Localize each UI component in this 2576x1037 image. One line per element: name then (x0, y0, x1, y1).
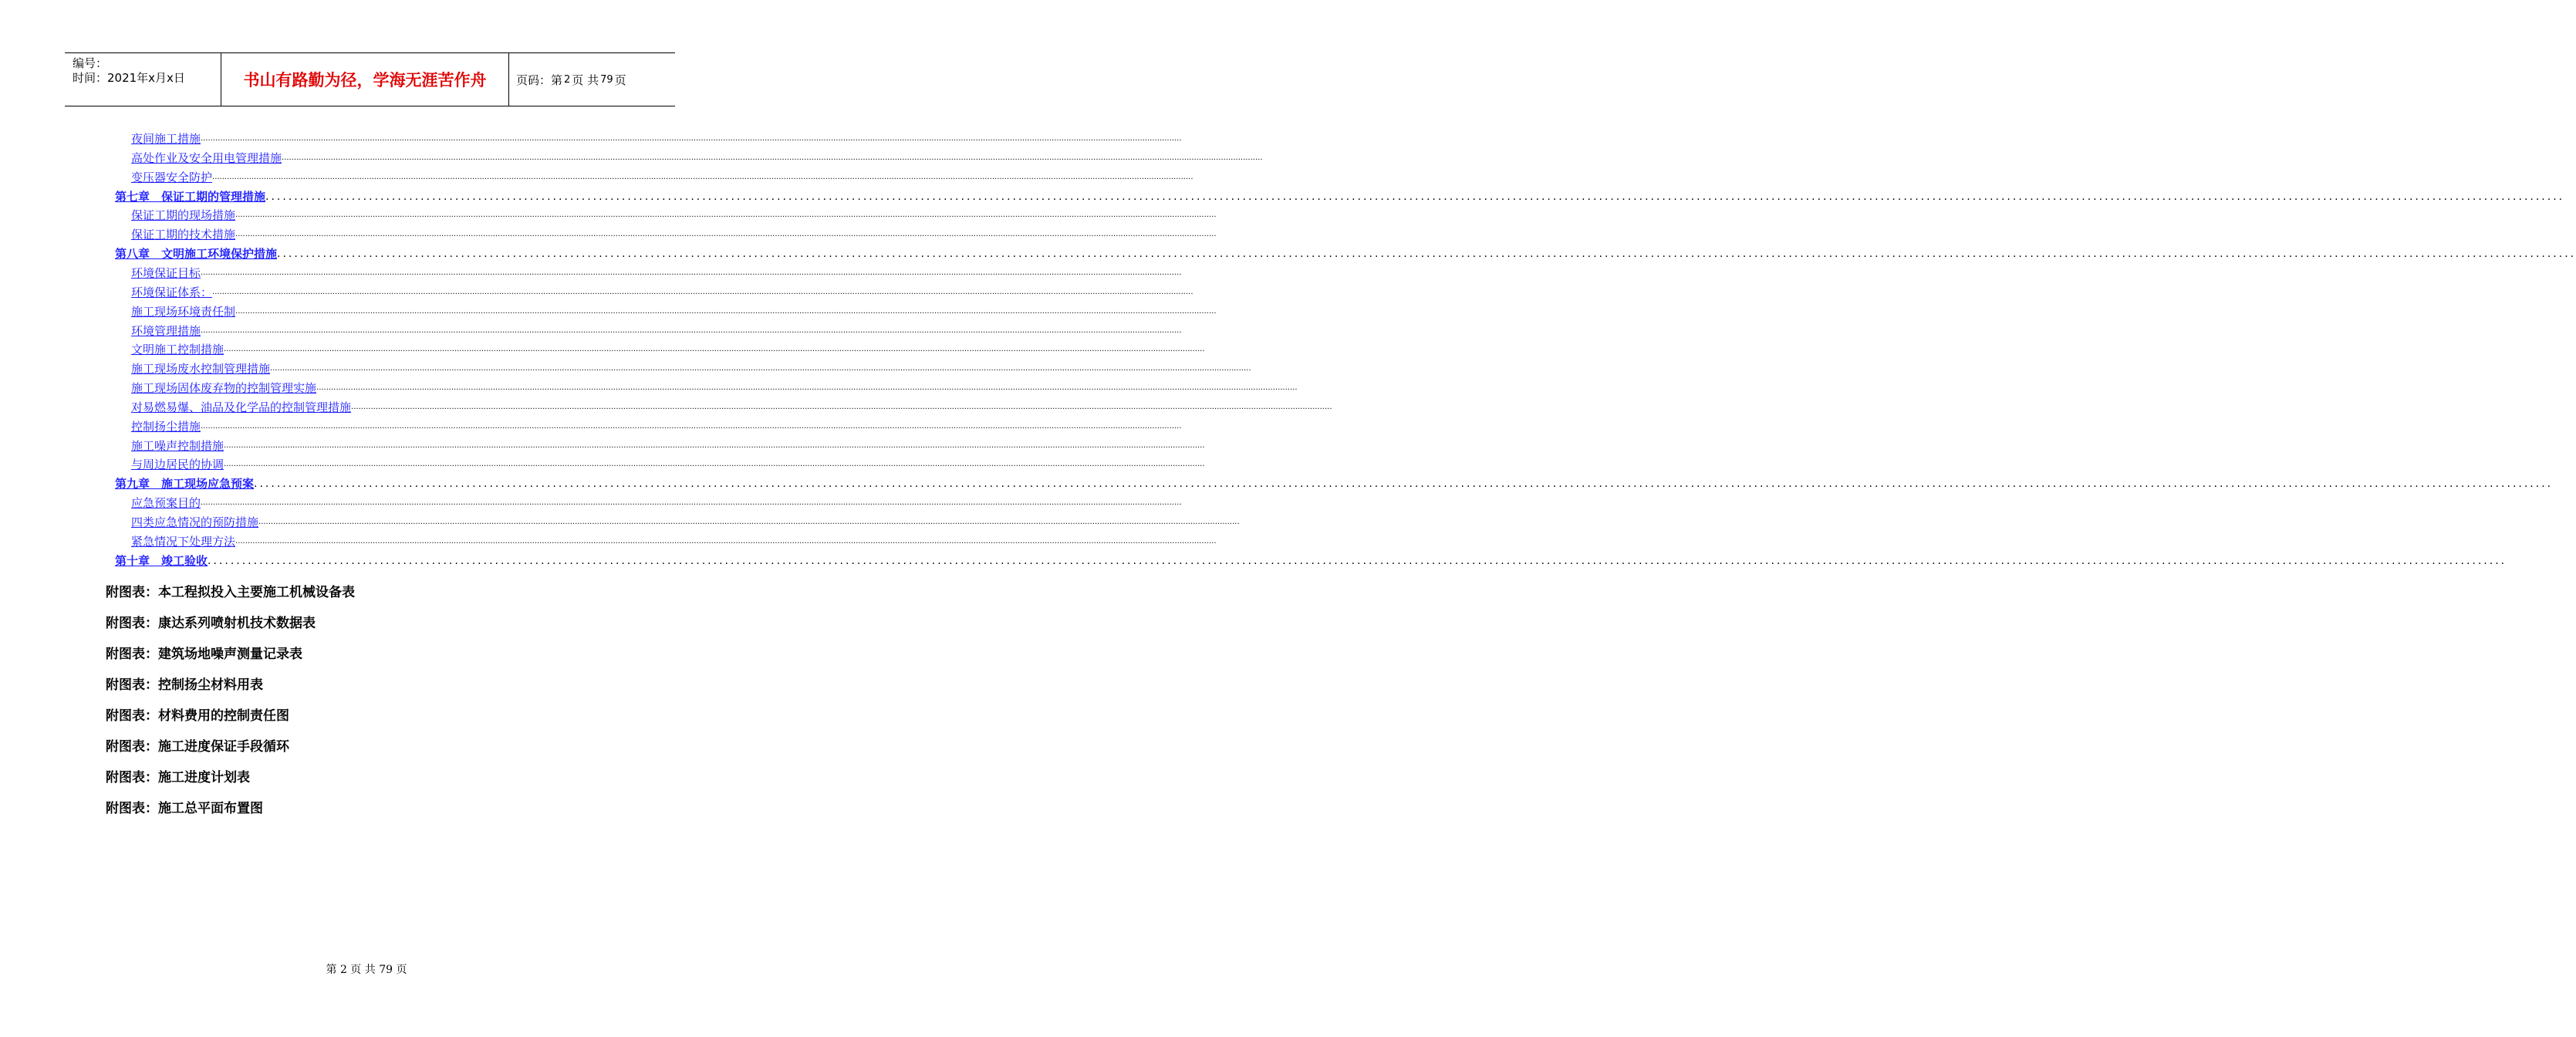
toc-leader-dots: ................................................................................................................................................................................................................................................................................................................................................................................................................ (201, 326, 1182, 335)
toc-item-row (131, 360, 1251, 378)
toc-item-link[interactable]: 环境保证目标 (131, 265, 201, 280)
toc-chapter-row (115, 552, 2507, 570)
toc-item-link[interactable]: 环境管理措施 (131, 323, 201, 338)
page-prefix: 页码：第 (516, 73, 563, 87)
toc-leader-dots: ................................................................................................................................................................................................................................................................................................................................................................................................................ (254, 478, 2554, 491)
toc-leader-dots: ................................................................................................................................................................................................................................................................................................................................................................................................................ (201, 268, 1182, 277)
toc-item-link[interactable]: 施工噪声控制措施 (131, 438, 225, 453)
toc-leader-dots: ................................................................................................................................................................................................................................................................................................................................................................................................................ (201, 134, 1182, 143)
date-text: 时间：2021年x月x日 (73, 71, 185, 85)
toc-leader-dots: ................................................................................................................................................................................................................................................................................................................................................................................................................ (224, 441, 1205, 450)
toc-leader-dots: ................................................................................................................................................................................................................................................................................................................................................................................................................ (235, 211, 1217, 220)
toc-leader-dots: ................................................................................................................................................................................................................................................................................................................................................................................................................ (201, 421, 1182, 431)
toc-chapter-link[interactable]: 第八章 文明施工环境保护措施 (115, 247, 278, 262)
toc-leader-dots: ................................................................................................................................................................................................................................................................................................................................................................................................................ (224, 345, 1205, 354)
page-total: 79 (600, 73, 613, 86)
toc-item-row (131, 168, 1193, 187)
toc-item-row (131, 379, 1298, 397)
page-mid: 页 共 (572, 73, 599, 87)
header-meta (65, 53, 221, 106)
toc-item-row (131, 455, 1205, 474)
page-number: 2 (564, 73, 571, 86)
toc-leader-dots: ................................................................................................................................................................................................................................................................................................................................................................................................................ (265, 190, 2565, 203)
toc-item-row (131, 340, 1205, 359)
toc-item-link[interactable]: 四类应急情况的预防措施 (131, 515, 259, 529)
toc-item-row (131, 264, 1182, 282)
toc-item-row (131, 398, 1332, 417)
toc-item-link[interactable]: 与周边居民的协调 (131, 458, 225, 472)
toc-item-row (131, 322, 1182, 340)
appendix-item: 附图表：材料费用的控制责任图 (106, 708, 289, 724)
serial-label: 编号： (73, 56, 108, 70)
appendix-item: 附图表：康达系列喷射机技术数据表 (106, 616, 316, 631)
page-suffix: 页 (614, 73, 626, 87)
toc-item-link[interactable]: 变压器安全防护 (131, 170, 213, 184)
toc-item-link[interactable]: 施工现场固体废弃物的控制管理实施 (131, 381, 317, 396)
toc-item-link[interactable]: 夜间施工措施 (131, 132, 201, 146)
toc-chapter-link[interactable]: 第十章 竣工验收 (115, 553, 208, 568)
toc-item-row (131, 417, 1182, 436)
header-page-info (509, 53, 675, 106)
toc-leader-dots: ................................................................................................................................................................................................................................................................................................................................................................................................................ (201, 498, 1182, 508)
toc-item-link[interactable]: 高处作业及安全用电管理措施 (131, 150, 282, 165)
toc-leader-dots: ................................................................................................................................................................................................................................................................................................................................................................................................................ (208, 554, 2507, 567)
toc-item-link[interactable]: 对易燃易爆、油品及化学品的控制管理措施 (131, 400, 352, 414)
toc-leader-dots: ................................................................................................................................................................................................................................................................................................................................................................................................................ (351, 402, 1332, 411)
toc-leader-dots: ................................................................................................................................................................................................................................................................................................................................................................................................................ (235, 536, 1217, 546)
toc-chapter-link[interactable]: 第七章 保证工期的管理措施 (115, 189, 266, 204)
appendix-item: 附图表：施工总平面布置图 (106, 801, 263, 816)
toc-item-row (131, 130, 1182, 148)
toc-item-row (131, 283, 1193, 302)
page-footer: 第 2 页 共 79 页 (326, 964, 407, 976)
toc-item-link[interactable]: 施工现场环境责任制 (131, 304, 236, 319)
toc-item-link[interactable]: 保证工期的技术措施 (131, 228, 236, 242)
toc-leader-dots: ................................................................................................................................................................................................................................................................................................................................................................................................................ (224, 460, 1205, 469)
toc-item-link[interactable]: 控制扬尘措施 (131, 419, 201, 434)
toc-item-row (131, 149, 1263, 167)
appendix-item: 附图表：控制扬尘材料用表 (106, 677, 263, 693)
toc-item-link[interactable]: 施工现场废水控制管理措施 (131, 362, 271, 377)
header-motto: 书山有路勤为径，学海无涯苦作舟 (221, 53, 509, 106)
toc-leader-dots: ................................................................................................................................................................................................................................................................................................................................................................................................................ (282, 153, 1263, 162)
toc-chapter-row (115, 245, 2576, 263)
toc-leader-dots: ................................................................................................................................................................................................................................................................................................................................................................................................................ (235, 230, 1217, 239)
toc-item-link[interactable]: 紧急情况下处理方法 (131, 534, 236, 549)
toc-item-row (131, 532, 1217, 551)
toc-item-link[interactable]: 文明施工控制措施 (131, 343, 225, 357)
toc-leader-dots: ................................................................................................................................................................................................................................................................................................................................................................................................................ (212, 172, 1193, 181)
toc-item-link[interactable]: 应急预案目的 (131, 496, 201, 511)
toc-leader-dots: ................................................................................................................................................................................................................................................................................................................................................................................................................ (212, 287, 1193, 296)
toc-item-link[interactable]: 环境保证体系： (131, 285, 213, 299)
toc-chapter-link[interactable]: 第九章 施工现场应急预案 (115, 477, 255, 491)
toc-leader-dots: ................................................................................................................................................................................................................................................................................................................................................................................................................ (277, 248, 2576, 261)
appendix-item: 附图表：建筑场地噪声测量记录表 (106, 647, 302, 662)
toc-leader-dots: ................................................................................................................................................................................................................................................................................................................................................................................................................ (258, 518, 1240, 526)
appendix-item: 附图表：施工进度计划表 (106, 770, 250, 785)
toc-leader-dots: ................................................................................................................................................................................................................................................................................................................................................................................................................ (316, 383, 1298, 393)
toc-item-link[interactable]: 保证工期的现场措施 (131, 208, 236, 223)
toc-item-row (131, 206, 1217, 225)
toc-item-row (131, 437, 1205, 455)
toc-item-row (131, 302, 1217, 321)
toc-item-row (131, 513, 1240, 532)
appendix-item: 附图表：本工程拟投入主要施工机械设备表 (106, 585, 355, 600)
appendix-item: 附图表：施工进度保证手段循环 (106, 739, 289, 755)
toc-chapter-row (115, 475, 2554, 493)
page-header (65, 52, 675, 106)
toc-leader-dots: ................................................................................................................................................................................................................................................................................................................................................................................................................ (235, 306, 1217, 316)
toc-item-row (131, 225, 1217, 244)
toc-leader-dots: ................................................................................................................................................................................................................................................................................................................................................................................................................ (270, 364, 1251, 373)
toc-item-row (131, 494, 1182, 512)
toc-chapter-row (115, 187, 2565, 206)
